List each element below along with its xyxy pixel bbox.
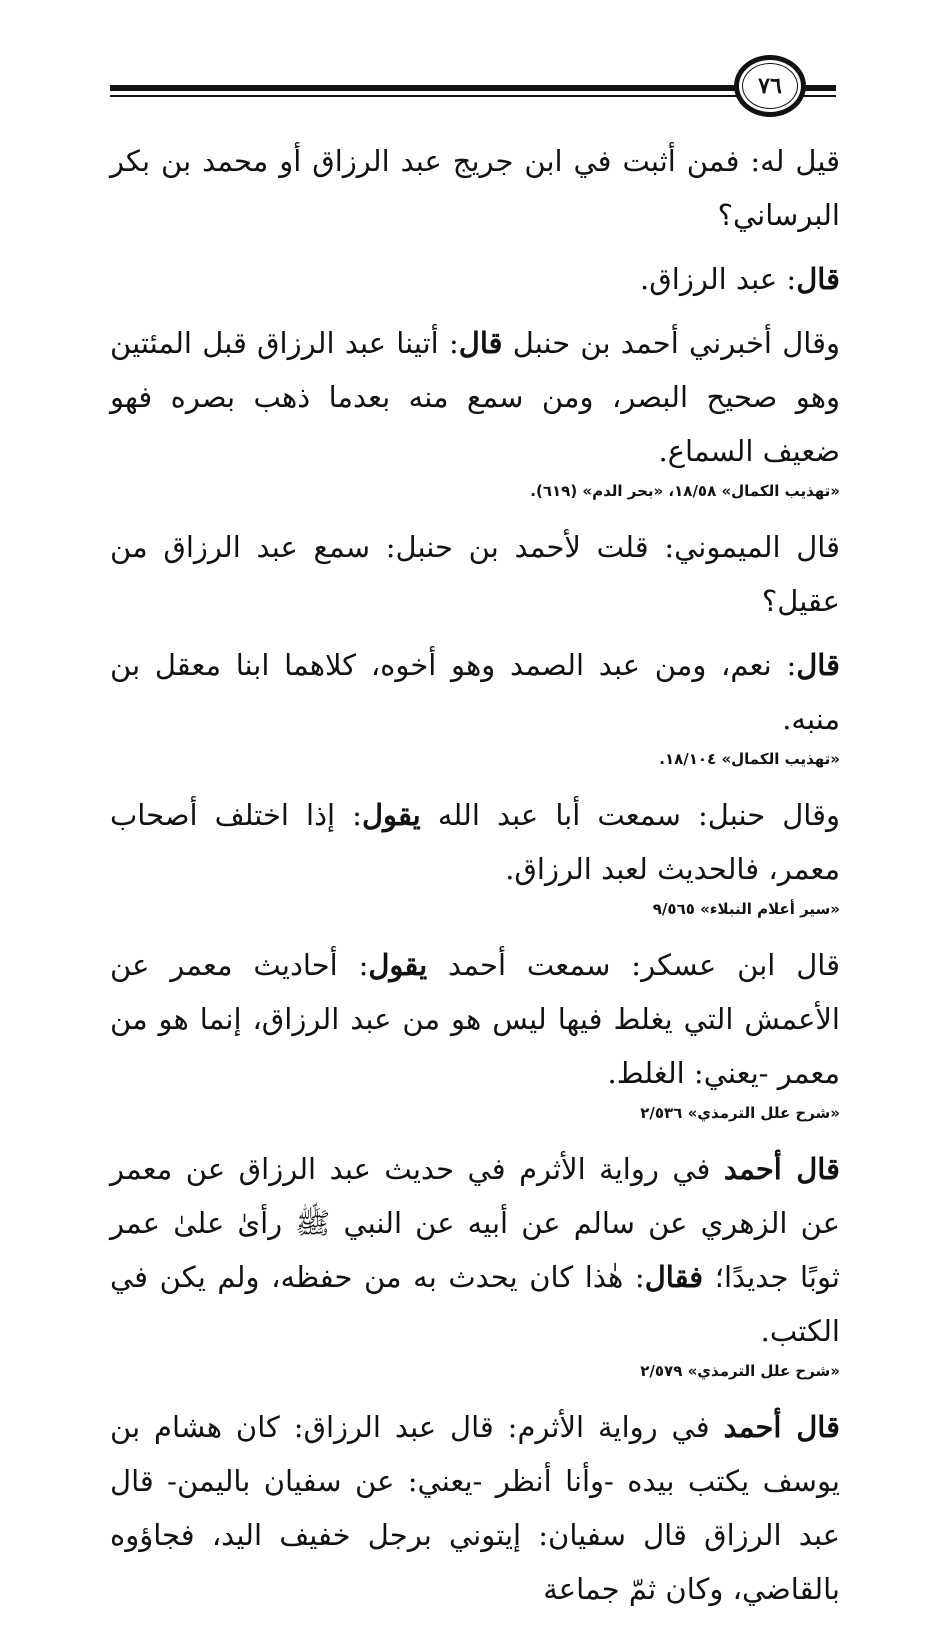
- header-rule-thin: [110, 95, 750, 97]
- paragraph: قال أحمد في رواية الأثرم في حديث عبد الرزاق عن معمر عن الزهري عن سالم عن أبيه عن النبي ﷺ رأىٰ علىٰ عمر ثوبًا جديدًا؛ فقال: هٰذا كان يحدث به من حفظه، ولم يكن في الكتب.: [110, 1152, 840, 1348]
- paragraph: قال ابن عسكر: سمعت أحمد يقول: أحاديث معمر عن الأعمش التي يغلط فيها ليس هو من عبد الرزاق، إنما هو من معمر -يعني: الغلط.: [110, 948, 840, 1090]
- source-reference: «تهذيب الكمال» ١٨/٥٨، «بحر الدم» (٦١٩).: [530, 482, 840, 500]
- source-reference: «تهذيب الكمال» ١٨/١٠٤.: [659, 750, 840, 768]
- source-reference: «سير أعلام النبلاء» ٩/٥٦٥: [652, 900, 840, 918]
- source-reference: «شرح علل الترمذي» ٢/٥٣٦: [640, 1104, 840, 1122]
- paragraph: وقال حنبل: سمعت أبا عبد الله يقول: إذا اختلف أصحاب معمر، فالحديث لعبد الرزاق.: [110, 798, 840, 886]
- paragraph: قال: عبد الرزاق.: [640, 262, 840, 296]
- paragraph: قيل له: فمن أثبت في ابن جريج عبد الرزاق أو محمد بن بكر البرساني؟: [110, 144, 840, 232]
- paragraph: قال الميموني: قلت لأحمد بن حنبل: سمع عبد الرزاق من عقيل؟: [110, 530, 840, 618]
- paragraph: وقال أخبرني أحمد بن حنبل قال: أتينا عبد الرزاق قبل المئتين وهو صحيح البصر، ومن سمع منه بعدما ذهب بصره فهو ضعيف السماع.: [110, 326, 841, 468]
- page-number: ٧٦: [742, 63, 798, 109]
- source-reference: «شرح علل الترمذي» ٢/٥٧٩: [640, 1362, 840, 1380]
- paragraph: قال: نعم، ومن عبد الصمد وهو أخوه، كلاهما ابنا معقل بن منبه.: [110, 648, 840, 736]
- page-header: [0, 0, 939, 130]
- header-rule: [110, 85, 750, 91]
- page-body: [110, 134, 840, 1626]
- header-rule-right-thin: [800, 95, 836, 97]
- page-number-badge: [734, 55, 806, 117]
- paragraph: قال أحمد في رواية الأثرم: قال عبد الرزاق: كان هشام بن يوسف يكتب بيده -وأنا أنظر -يعني: عن سفيان باليمن- قال عبد الرزاق قال سفيان: إيتوني برجل خفيف اليد، فجاؤوه بالقاضي، وكان ثمّ جماعة: [110, 1410, 840, 1606]
